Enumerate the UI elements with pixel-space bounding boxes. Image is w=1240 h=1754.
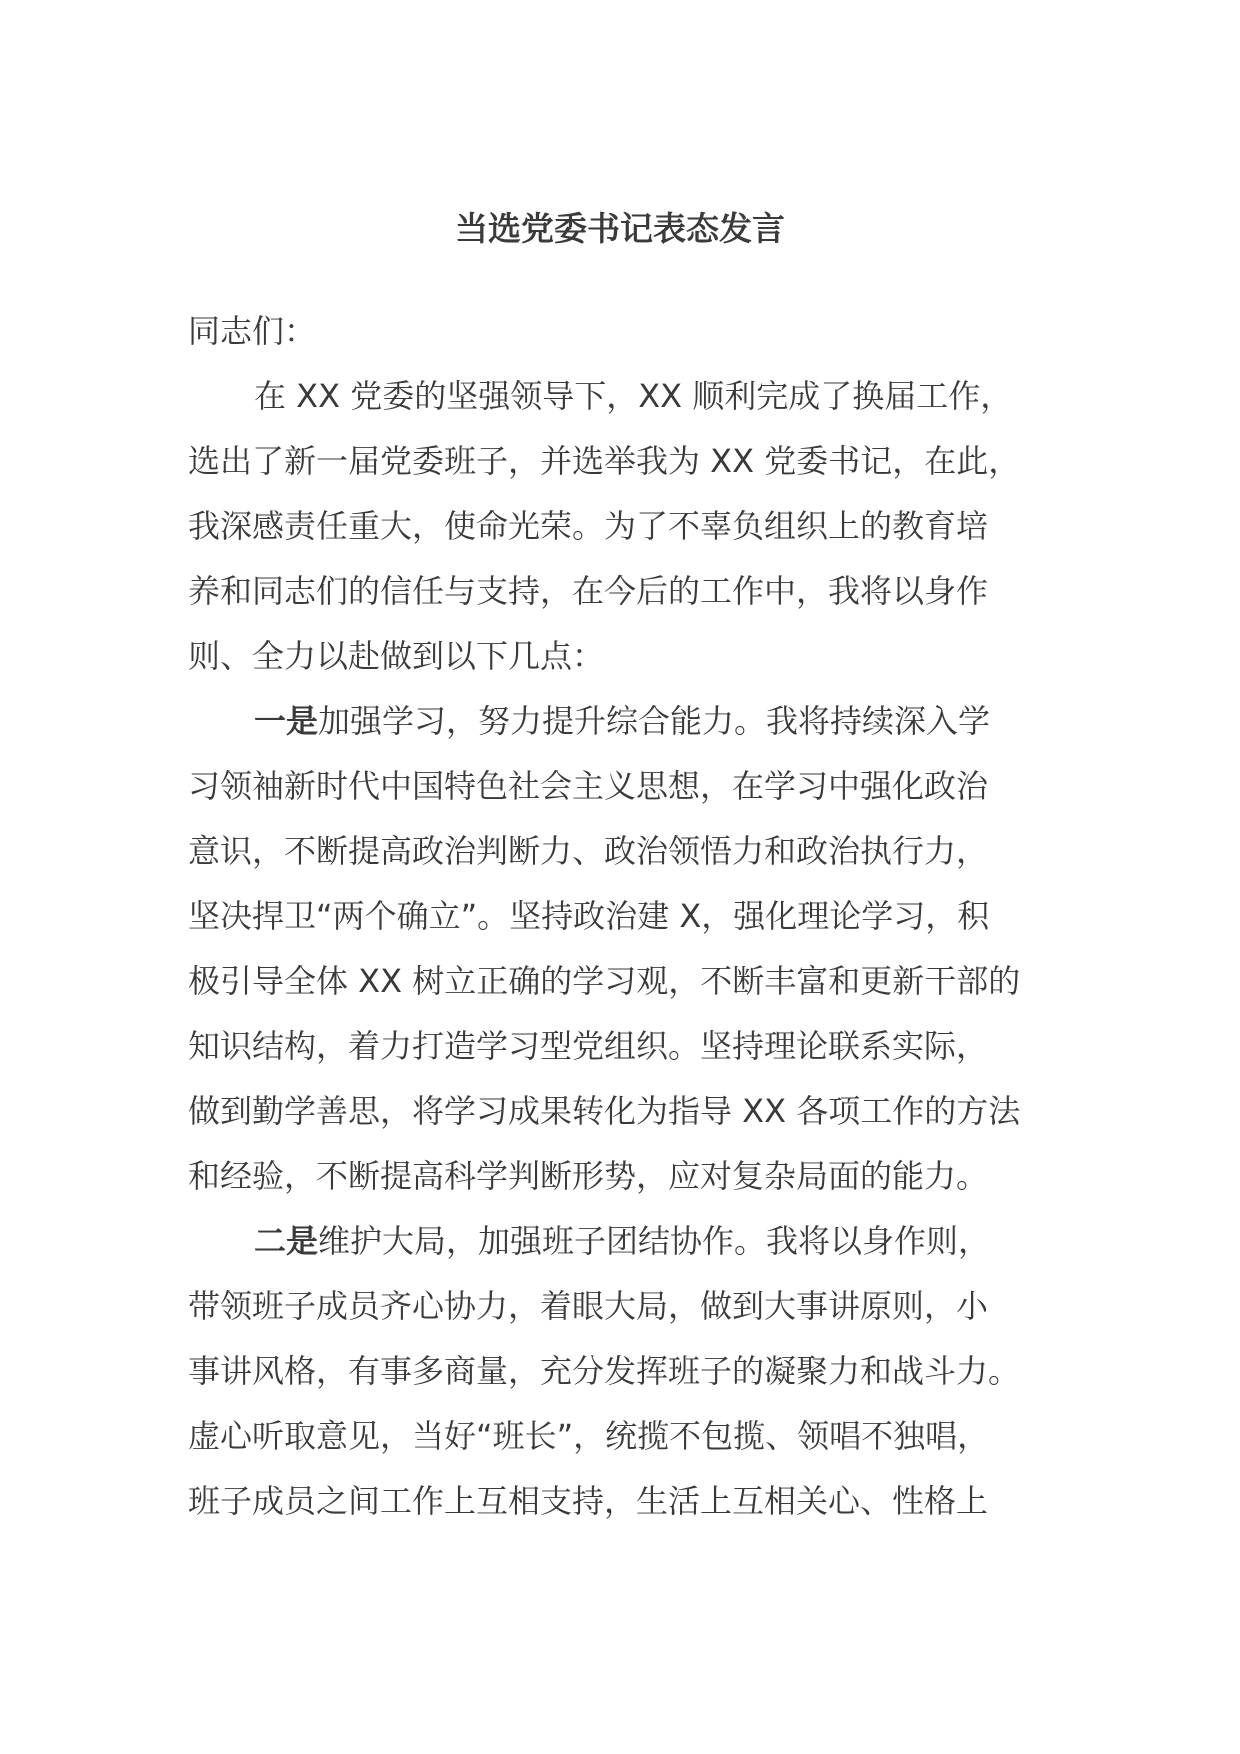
paragraph-1-line-4: 养和同志们的信任与支持，在今后的工作中，我将以身作 xyxy=(188,572,989,610)
paragraph-3-line-1 xyxy=(188,1209,1068,1274)
paragraph-3-lead: 二是 xyxy=(254,1222,319,1260)
paragraph-3-line-3: 事讲风格，有事多商量，充分发挥班子的凝聚力和战斗力。 xyxy=(188,1352,1021,1390)
document-body xyxy=(188,299,1068,1534)
paragraph-2-line-3: 意识，不断提高政治判断力、政治领悟力和政治执行力， xyxy=(188,832,989,870)
paragraph-3-line-2: 带领班子成员齐心协力，着眼大局，做到大事讲原则，小 xyxy=(188,1287,989,1325)
paragraph-2-line-1-text: 加强学习，努力提升综合能力。我将持续深入学 xyxy=(318,702,991,740)
paragraph-3-line-4: 虚心听取意见，当好“班长”，统揽不包揽、领唱不独唱， xyxy=(188,1417,990,1455)
paragraph-1-line-3: 我深感责任重大，使命光荣。为了不辜负组织上的教育培 xyxy=(188,507,989,545)
paragraph-3-line-5: 班子成员之间工作上互相支持，生活上互相关心、性格上 xyxy=(188,1482,989,1520)
paragraph-1-line-2: 选出了新一届党委班子，并选举我为 XX 党委书记，在此， xyxy=(188,442,1021,480)
document-title: 当选党委书记表态发言 xyxy=(455,209,785,248)
paragraph-2-line-4: 坚决捍卫“两个确立”。坚持政治建 X，强化理论学习，积 xyxy=(188,897,990,935)
paragraph-2-lead: 一是 xyxy=(254,702,319,740)
paragraph-2-line-1 xyxy=(188,689,1068,754)
salutation: 同志们： xyxy=(188,312,317,350)
paragraph-2-line-6: 知识结构，着力打造学习型党组织。坚持理论联系实际， xyxy=(188,1027,989,1065)
paragraph-2-line-2: 习领袖新时代中国特色社会主义思想，在学习中强化政治 xyxy=(188,767,989,805)
paragraph-3-line-1-text: 维护大局，加强班子团结协作。我将以身作则， xyxy=(318,1222,991,1260)
paragraph-2-line-7: 做到勤学善思，将学习成果转化为指导 XX 各项工作的方法 xyxy=(188,1092,1021,1130)
paragraph-2-line-8: 和经验，不断提高科学判断形势，应对复杂局面的能力。 xyxy=(188,1157,989,1195)
paragraph-1-line-5: 则、全力以赴做到以下几点： xyxy=(188,637,605,675)
paragraph-1-line-1: 在 XX 党委的坚强领导下，XX 顺利完成了换届工作， xyxy=(254,377,1013,415)
paragraph-2-line-5: 极引导全体 XX 树立正确的学习观，不断丰富和更新干部的 xyxy=(188,962,1021,1000)
